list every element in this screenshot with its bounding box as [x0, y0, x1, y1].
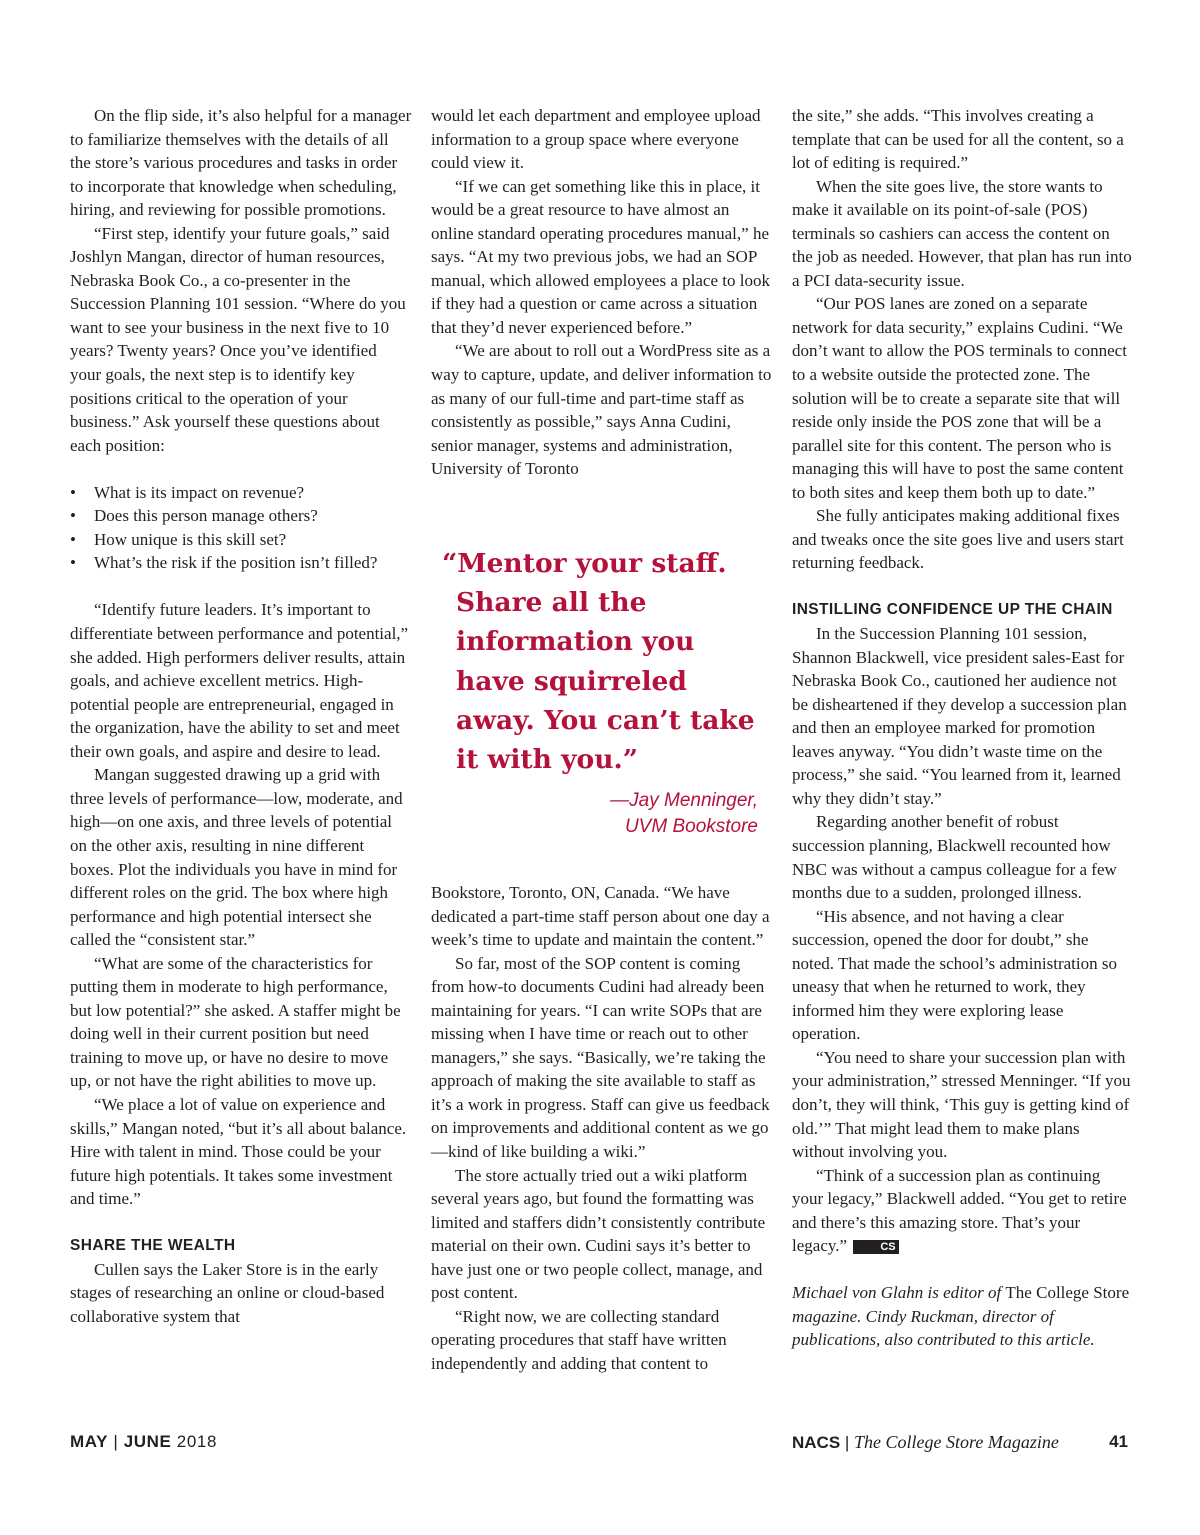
- position-questions-list: [70, 481, 412, 575]
- paragraph: “Identify future leaders. It’s important to differentiate between performance and potential,” she added. High performers deliver results, attain goals, and achieve excellent metrics. High-potential people are entrepreneurial, engaged in the organization, have the ability to set and meet their own goals, and aspire and desire to lead.: [70, 600, 409, 761]
- article-column-1: [70, 104, 412, 1328]
- pull-quote-line: have squirreled: [456, 665, 687, 697]
- paragraph: So far, most of the SOP content is coming from how-to documents Cudini had already been maintaining for years. “I can write SOPs that are missing when I have time or reach out to other managers,” she says. “Basically, we’re taking the approach of making the site available to staff as it’s a work in progress. Staff can give us feedback on improvements and additional content as we go—kind of like building a wiki.”: [431, 953, 770, 1162]
- article-column-2-top: [431, 104, 773, 481]
- paragraph: “We place a lot of value on experience and skills,” Mangan noted, “but it’s all about balance. Hire with talent in mind. Those could be your future high potentials. It takes some investment and time.”: [70, 1094, 407, 1209]
- pull-quote-line: Share all the: [456, 587, 647, 619]
- list-item: • What’s the risk if the position isn’t filled?: [70, 551, 412, 575]
- paragraph: Bookstore, Toronto, ON, Canada. “We have dedicated a part-time staff person about one day a week’s time to update and maintain the content.”: [431, 883, 770, 950]
- paragraph: “His absence, and not having a clear succession, opened the door for doubt,” she noted. That made the school’s administration so uneasy that when he returned to work, they informed him they were exploring lease operation.: [792, 906, 1117, 1044]
- issue-month: MAY: [70, 1432, 109, 1451]
- issue-year: 2018: [171, 1432, 217, 1451]
- page-number: 41: [1109, 1432, 1128, 1451]
- attribution-name: —Jay Menninger,: [610, 790, 758, 811]
- paragraph: On the flip side, it’s also helpful for a manager to familiarize themselves with the details of all the store’s various procedures and tasks in order to incorporate that knowledge when scheduling, hiring, and reviewing for possible promotions.: [70, 106, 412, 220]
- end-of-article-mark: CS: [853, 1240, 898, 1254]
- paragraph: “You need to share your succession plan with your administration,” stressed Menninger. “If you don’t, they will think, ‘This guy is getting kind of old.’” That might lead them to make plans without involving you.: [792, 1047, 1131, 1162]
- paragraph: would let each department and employee upload information to a group space where everyone could view it.: [431, 106, 761, 173]
- footer-separator: |: [840, 1433, 855, 1452]
- paragraph: Regarding another benefit of robust succession planning, Blackwell recounted how NBC was without a campus colleague for a few months due to a sudden, prolonged illness.: [792, 812, 1117, 903]
- closing-text: “Think of a succession plan as continuing your legacy,” Blackwell added. “You get to retire and there’s this amazing store. That’s your legacy.”: [792, 1165, 1127, 1256]
- paragraph: “Our POS lanes are zoned on a separate network for data security,” explains Cudini. “We don’t want to allow the POS terminals to connect to a website outside the protected zone. The solution will be to create a separate site that will reside only inside the POS zone that will be a parallel site for this content. The person who is managing this will have to post the same content to both sites and keep them both up to date.”: [792, 294, 1127, 502]
- paragraph: [792, 1164, 1134, 1258]
- paragraph: When the site goes live, the store wants to make it available on its point-of-sale (POS) terminals so cashiers can access the content on the job as needed. However, that plan has run into a PCI data-security issue.: [792, 176, 1132, 290]
- pull-quote-line: away. You can’t take: [456, 704, 755, 736]
- paragraph: The store actually tried out a wiki platform several years ago, but found the formatting was limited and staffers didn’t consistently contribute material on their own. Cudini says it’s better to have just one or two people collect, manage, and post content.: [431, 1165, 766, 1303]
- paragraph: Mangan suggested drawing up a grid with three levels of performance—low, moderate, and high—on one axis, and three levels of potential on the other axis, resulting in nine different boxes. Plot the individuals you have in mind for different roles on the grid. The box where high performance and high potential intersect she called the “consistent star.”: [70, 765, 403, 950]
- publication-footer: [792, 1430, 1128, 1455]
- issue-month: JUNE: [123, 1432, 172, 1451]
- paragraph: “Right now, we are collecting standard operating procedures that staff have written independently and adding that content to: [431, 1306, 727, 1373]
- paragraph: “We are about to roll out a WordPress site as a way to capture, update, and deliver information to as many of our full-time and part-time staff as consistently as possible,” says Anna Cudini, senior manager, systems and administration, University of Toronto: [431, 341, 772, 479]
- author-byline: [792, 1281, 1134, 1352]
- paragraph: In the Succession Planning 101 session, Shannon Blackwell, vice president sales-East for Nebraska Book Co., cautioned her audience not be disheartened if they develop a succession plan and then an employee marked for promotion leaves anyway. “You didn’t waste time on the process,” she said. “You learned from it, learned why they didn’t stay.”: [792, 624, 1127, 808]
- pull-quote-line: information you: [456, 626, 695, 658]
- pull-quote-attribution: [560, 788, 758, 840]
- list-item: • Does this person manage others?: [70, 504, 412, 528]
- footer-separator: |: [108, 1432, 124, 1451]
- list-item: • How unique is this skill set?: [70, 528, 412, 552]
- article-column-2-bottom: [431, 881, 773, 1375]
- org-name: NACS: [792, 1433, 841, 1452]
- pull-quote-line: it with you.”: [456, 744, 638, 776]
- article-column-3: [792, 104, 1134, 1352]
- paragraph: “If we can get something like this in place, it would be a great resource to have almost an online standard operating procedures manual,” he says. “At my two previous jobs, we had an SOP manual, which allowed employees a place to look if they had a question or came across a situation that they’d never experienced before.”: [431, 176, 770, 337]
- pull-quote: [442, 544, 772, 779]
- paragraph: “What are some of the characteristics for putting them in moderate to high performance, but low potential?” she asked. A staffer might be doing well in their current position but need training to move up, or have no desire to move up, or not have the right abilities to move up.: [70, 953, 401, 1091]
- attribution-affiliation: UVM Bookstore: [624, 816, 758, 837]
- issue-date-footer: [70, 1430, 217, 1454]
- paragraph: “First step, identify your future goals,” said Joshlyn Mangan, director of human resources, Nebraska Book Co., a co-presenter in the Succession Planning 101 session. “Where do you want to see your business in the next five to 10 years? Twenty years? Once you’ve identified your goals, the next step is to identify key positions critical to the operation of your business.” Ask yourself these questions about each position:: [70, 223, 406, 455]
- paragraph: Cullen says the Laker Store is in the early stages of researching an online or cloud-based collaborative system that: [70, 1259, 385, 1326]
- byline-publication: The College Store: [1005, 1283, 1130, 1303]
- list-item: • What is its impact on revenue?: [70, 481, 412, 505]
- byline-text: magazine. Cindy Ruckman, director of publications, also contributed to this article.: [792, 1306, 1095, 1350]
- paragraph: She fully anticipates making additional fixes and tweaks once the site goes live and users start returning feedback.: [792, 506, 1124, 573]
- pull-quote-line: “Mentor your staff.: [442, 548, 727, 579]
- byline-text: Michael von Glahn is editor of: [792, 1283, 1002, 1303]
- paragraph: the site,” she adds. “This involves creating a template that can be used for all the content, so a lot of editing is required.”: [792, 106, 1124, 173]
- section-heading-instilling-confidence: INSTILLING CONFIDENCE UP THE CHAIN: [792, 601, 1113, 619]
- section-heading-share-the-wealth: SHARE THE WEALTH: [70, 1237, 236, 1255]
- magazine-name: The College Store Magazine: [854, 1432, 1059, 1452]
